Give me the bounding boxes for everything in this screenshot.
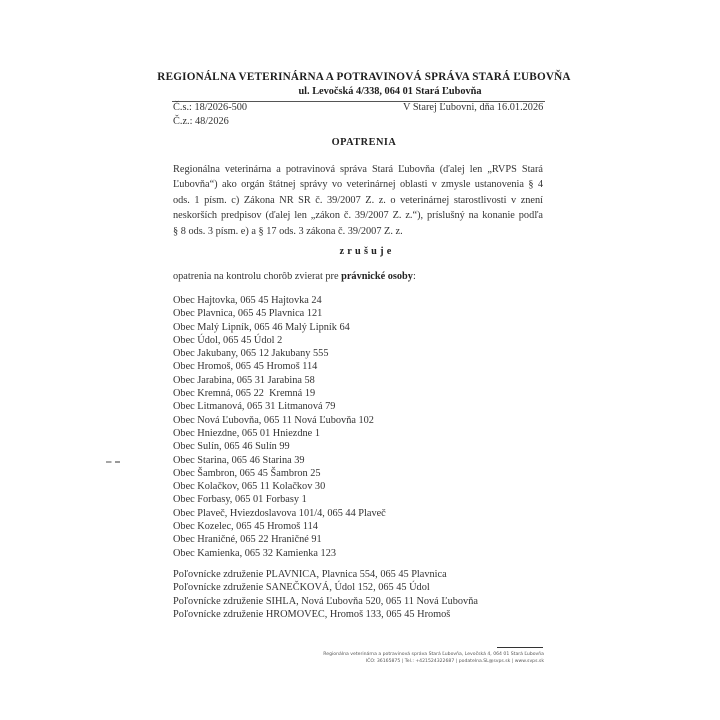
list-item: Obec Šambron, 065 45 Šambron 25 bbox=[173, 467, 321, 479]
place-and-date: V Starej Ľubovni, dňa 16.01.2026 bbox=[403, 102, 544, 113]
intro-line: Regionálna veterinárna a potravinová správa Stará Ľubovňa (ďalej len „RVPS Stará bbox=[173, 164, 543, 175]
list-item: Poľovnícke združenie SANEČKOVÁ, Údol 152, 065 45 Údol bbox=[173, 582, 430, 594]
scope-subject: právnické osoby bbox=[341, 271, 413, 282]
list-item: Obec Kamienka, 065 32 Kamienka 123 bbox=[173, 547, 336, 559]
list-item: Obec Jakubany, 065 12 Jakubany 555 bbox=[173, 348, 329, 360]
list-item: Obec Litmanová, 065 31 Litmanová 79 bbox=[173, 401, 336, 413]
intro-line: ods. 1 písm. c) Zákona NR SR č. 39/2007 Z. z. o veterinárnej starostlivosti v znení bbox=[173, 194, 543, 206]
list-item: Obec Hniezdne, 065 01 Hniezdne 1 bbox=[173, 427, 320, 439]
list-item: Obec Kremná, 065 22 Kremná 19 bbox=[173, 388, 316, 400]
footer-contact: IČO: 36165875 | Tel.: +421524322687 | podatelna.SL@svps.sk | www.svps.sk bbox=[365, 659, 544, 664]
list-item: Obec Forbasy, 065 01 Forbasy 1 bbox=[173, 494, 307, 506]
municipality-list bbox=[173, 294, 386, 560]
list-item: Poľovnícke združenie PLAVNICA, Plavnica 554, 065 45 Plavnica bbox=[173, 569, 447, 580]
case-number: Č.s.: 18/2026-500 bbox=[173, 102, 248, 113]
list-item: Obec Plaveč, Hviezdoslavova 101/4, 065 44 Plaveč bbox=[173, 507, 386, 519]
list-item: Obec Nová Ľubovňa, 065 11 Nová Ľubovňa 102 bbox=[173, 414, 374, 426]
list-item: Obec Plavnica, 065 45 Plavnica 121 bbox=[173, 308, 323, 320]
list-item: Obec Jarabina, 065 31 Jarabina 58 bbox=[173, 374, 315, 386]
list-item: Obec Malý Lipník, 065 46 Malý Lipník 64 bbox=[173, 321, 350, 333]
scope-statement bbox=[173, 271, 416, 282]
list-item: Poľovnícke združenie HROMOVEC, Hromoš 133, 065 45 Hromoš bbox=[173, 608, 451, 620]
letterhead-address: ul. Levočská 4/338, 064 01 Stará Ľubovňa bbox=[298, 86, 482, 97]
scope-suffix: : bbox=[412, 271, 416, 282]
intro-line: Ľubovňa“) ako orgán štátnej správy vo veterinárnej oblasti v zmysle ustanovenia § 4 bbox=[173, 179, 543, 191]
scan-artifact bbox=[106, 461, 120, 463]
list-item: Poľovnícke združenie SIHLA, Nová Ľubovňa 520, 065 11 Nová Ľubovňa bbox=[173, 595, 478, 607]
list-item: Obec Údol, 065 45 Údol 2 bbox=[173, 334, 283, 346]
scope-prefix: opatrenia na kontrolu chorôb zvierat pre bbox=[173, 271, 342, 282]
list-item: Obec Hromoš, 065 45 Hromoš 114 bbox=[173, 361, 318, 373]
list-item: Obec Kolačkov, 065 11 Kolačkov 30 bbox=[173, 481, 326, 493]
footer-address: Regionálna veterinárna a potravinová správa Stará Ľubovňa, Levočská 4, 064 01 Stará Ľubovňa bbox=[323, 652, 544, 657]
letterhead-title: REGIONÁLNA VETERINÁRNA A POTRAVINOVÁ SPRÁVA STARÁ ĽUBOVŇA bbox=[157, 71, 571, 83]
list-item: Obec Starina, 065 46 Starina 39 bbox=[173, 454, 305, 466]
intro-line: neskorších predpisov (ďalej len „zákon č. 39/2007 Z. z.“), príslušný na konanie podľa bbox=[173, 210, 543, 222]
document-heading: OPATRENIA bbox=[331, 137, 397, 148]
intro-paragraph bbox=[173, 162, 543, 239]
list-item: Obec Hajtovka, 065 45 Hajtovka 24 bbox=[173, 295, 322, 306]
list-item: Obec Sulín, 065 46 Sulín 99 bbox=[173, 441, 290, 453]
list-item: Obec Kozelec, 065 45 Hromoš 114 bbox=[173, 521, 318, 533]
record-number: Č.z.: 48/2026 bbox=[173, 116, 229, 127]
hunting-association-list bbox=[173, 568, 478, 621]
intro-line: § 8 ods. 3 písm. e) a § 17 ods. 3 zákona č. 39/2007 Z. z. bbox=[173, 225, 403, 237]
footer-divider bbox=[497, 647, 543, 648]
decision-verb: zrušuje bbox=[339, 246, 395, 257]
list-item: Obec Hraničné, 065 22 Hraničné 91 bbox=[173, 534, 322, 546]
